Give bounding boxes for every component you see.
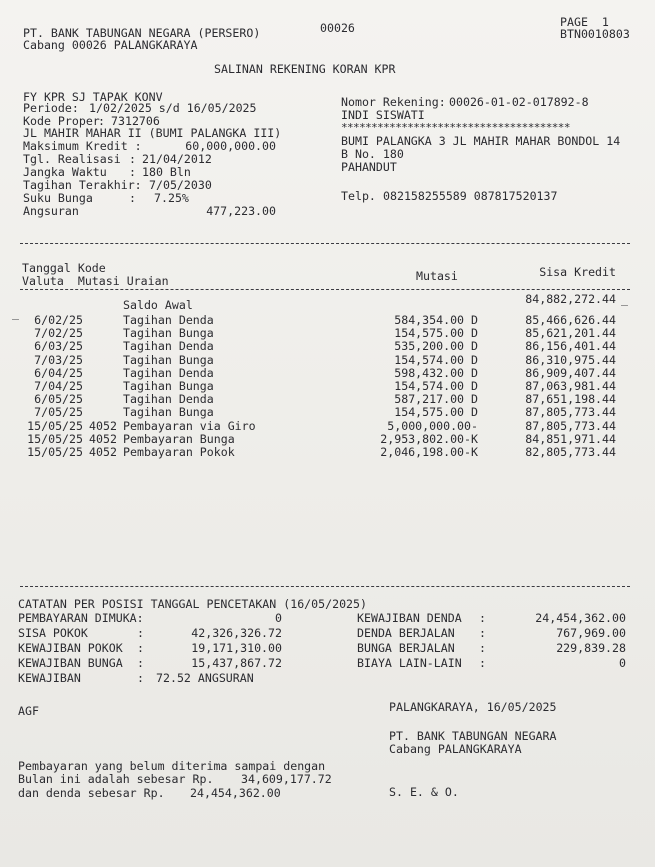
row-mutasi: 154,575.00 D (394, 405, 478, 419)
kode-proper-label: Kode Proper (23, 114, 100, 128)
kewajiban-denda-value: 24,454,362.00 (535, 611, 626, 625)
kewajiban-pokok-value: 19,171,310.00 (191, 641, 282, 655)
row-sisa-kredit: 85,466,626.44 (525, 313, 616, 327)
product-name: FY KPR SJ TAPAK KONV (23, 90, 163, 104)
row-date: 6/03/25 (34, 339, 83, 353)
row-sisa-kredit: 82,805,773.44 (525, 445, 616, 459)
biaya-lain-value: 0 (619, 656, 626, 670)
col-sisa-kredit: Sisa Kredit (539, 265, 616, 279)
account-holder-name: INDI SISWATI (341, 108, 425, 122)
row-date: 15/05/25 (27, 432, 83, 446)
row-date: 15/05/25 (27, 445, 83, 459)
kewajiban-sep: : (137, 671, 144, 685)
telp-value: 082158255589 087817520137 (383, 189, 558, 203)
divider-header (20, 289, 630, 290)
row-description: Pembayaran Pokok (123, 445, 235, 459)
kewajiban-bunga-value: 15,437,867.72 (191, 656, 282, 670)
row-sisa-kredit: 87,805,773.44 (525, 405, 616, 419)
row-mutasi: 598,432.00 D (394, 366, 478, 380)
row-sisa-kredit: 87,805,773.44 (525, 419, 616, 433)
row-date: 7/05/25 (34, 405, 83, 419)
note-line-3-value: 24,454,362.00 (190, 786, 281, 800)
row-sisa-kredit: 87,651,198.44 (525, 392, 616, 406)
bunga-berjalan-label: BUNGA BERJALAN (357, 641, 455, 655)
doc-title: SALINAN REKENING KORAN KPR (214, 62, 396, 76)
row-sisa-kredit: 86,310,975.44 (525, 353, 616, 367)
kewajiban-pokok-label: KEWAJIBAN POKOK (18, 641, 123, 655)
nomor-rekening-value: 00026-01-02-017892-8 (449, 95, 589, 109)
kode-proper-sep: : (98, 114, 105, 128)
maks-kredit-value: 60,000,000.00 (185, 139, 276, 153)
tick-mark-left: _ (12, 306, 19, 320)
row-description: Tagihan Denda (123, 339, 214, 353)
pembayaran-dimuka-value: 0 (275, 611, 282, 625)
row-sisa-kredit: 85,621,201.44 (525, 326, 616, 340)
sisa-pokok-sep: : (137, 626, 144, 640)
holder-address-2: B No. 180 (341, 147, 404, 161)
bank-name: PT. BANK TABUNGAN NEGARA (PERSERO) (23, 26, 261, 40)
maks-kredit-label: Maksimum Kredit : (23, 139, 142, 153)
suku-bunga-sep: : (129, 191, 136, 205)
table-row (0, 340, 655, 353)
row-mutasi: 2,046,198.00-K (380, 445, 478, 459)
row-date: 7/02/25 (34, 326, 83, 340)
row-date: 6/02/25 (34, 313, 83, 327)
note-line-2-prefix: Bulan ini adalah sebesar Rp. (18, 772, 214, 786)
kewajiban-bunga-label: KEWAJIBAN BUNGA (18, 656, 123, 670)
row-description: Tagihan Denda (123, 366, 214, 380)
denda-berjalan-label: DENDA BERJALAN (357, 626, 455, 640)
row-mutasi: 5,000,000.00- (387, 419, 478, 433)
row-description: Pembayaran via Giro (123, 419, 256, 433)
col-tanggal: Tanggal Kode (22, 261, 106, 275)
tgl-realisasi-value: 21/04/2012 (142, 152, 212, 166)
divider-summary (20, 586, 630, 587)
property-address: JL MAHIR MAHAR II (BUMI PALANGKA III) (23, 126, 282, 140)
agf-code: AGF (18, 704, 39, 718)
row-mutasi: 535,200.00 D (394, 339, 478, 353)
bunga-berjalan-value: 229,839.28 (556, 641, 626, 655)
denda-berjalan-value: 767,969.00 (556, 626, 626, 640)
row-mutasi: 154,574.00 D (394, 353, 478, 367)
row-code: 4052 (89, 419, 117, 433)
tgl-realisasi-sep: : (129, 152, 136, 166)
kewajiban-label: KEWAJIBAN (18, 671, 81, 685)
note-line-2-value: 34,609,177.72 (241, 772, 332, 786)
row-date: 15/05/25 (27, 419, 83, 433)
note-line-3-prefix: dan denda sebesar Rp. (18, 786, 165, 800)
row-description: Tagihan Bunga (123, 379, 214, 393)
page-label: PAGE 1 (560, 15, 609, 29)
suku-bunga-label: Suku Bunga (23, 191, 93, 205)
denda-berjalan-sep: : (479, 626, 486, 640)
row-mutasi: 587,217.00 D (394, 392, 478, 406)
row-sisa-kredit: 84,851,971.44 (525, 432, 616, 446)
row-description: Pembayaran Bunga (123, 432, 235, 446)
kewajiban-bunga-sep: : (137, 656, 144, 670)
row-description: Tagihan Bunga (123, 405, 214, 419)
note-line-1: Pembayaran yang belum diterima sampai dengan (18, 759, 326, 773)
row-date: 6/05/25 (34, 392, 83, 406)
telp-label: Telp. (341, 189, 376, 203)
kewajiban-pokok-sep: : (137, 641, 144, 655)
tagihan-terakhir-value: 7/05/2030 (149, 178, 212, 192)
tagihan-terakhir-label: Tagihan Terakhir: (23, 178, 142, 192)
row-mutasi: 2,953,802.00-K (380, 432, 478, 446)
stars-line: ************************************** (341, 121, 570, 134)
angsuran-label: Angsuran (23, 204, 79, 218)
kode-proper-value: 7312706 (111, 114, 160, 128)
jangka-waktu-value: 180 Bln (142, 165, 191, 179)
bunga-berjalan-sep: : (479, 641, 486, 655)
row-description: Tagihan Bunga (123, 353, 214, 367)
divider-top (20, 243, 630, 244)
branch-name: Cabang 00026 PALANGKARAYA (23, 38, 198, 52)
holder-address-1: BUMI PALANGKA 3 JL MAHIR MAHAR BONDOL 14 (341, 134, 621, 148)
nomor-rekening-label: Nomor Rekening: (341, 95, 446, 109)
row-sisa-kredit: 86,156,401.44 (525, 339, 616, 353)
pembayaran-dimuka-label: PEMBAYARAN DIMUKA: (18, 611, 144, 625)
signer-bank: PT. BANK TABUNGAN NEGARA (389, 729, 557, 743)
saldo-awal-value: 84,882,272.44 (525, 292, 616, 306)
suku-bunga-value: 7.25% (154, 191, 189, 205)
signer-branch: Cabang PALANGKARAYA (389, 742, 522, 756)
kewajiban-denda-sep: : (479, 611, 486, 625)
row-code: 4052 (89, 432, 117, 446)
row-mutasi: 154,574.00 D (394, 379, 478, 393)
table-row (0, 406, 655, 419)
biaya-lain-label: BIAYA LAIN-LAIN (357, 656, 462, 670)
tgl-realisasi-label: Tgl. Realisasi (23, 152, 121, 166)
row-code: 4052 (89, 445, 117, 459)
angsuran-value: 477,223.00 (206, 204, 276, 218)
row-sisa-kredit: 87,063,981.44 (525, 379, 616, 393)
jangka-waktu-sep: : (129, 165, 136, 179)
periode-label: Periode: (23, 101, 79, 115)
col-mutasi: Mutasi (416, 269, 458, 283)
row-description: Tagihan Denda (123, 392, 214, 406)
row-mutasi: 584,354.00 D (394, 313, 478, 327)
periode-value: 1/02/2025 s/d 16/05/2025 (89, 101, 257, 115)
kewajiban-value: 72.52 ANGSURAN (156, 671, 254, 685)
tick-mark-right: _ (621, 292, 628, 306)
sisa-pokok-value: 42,326,326.72 (191, 626, 282, 640)
row-date: 6/04/25 (34, 366, 83, 380)
kewajiban-denda-label: KEWAJIBAN DENDA (357, 611, 462, 625)
jangka-waktu-label: Jangka Waktu (23, 165, 107, 179)
col-valuta: Valuta Mutasi Uraian (22, 274, 169, 288)
doc-code: BTN0010803 (560, 27, 630, 41)
table-row (0, 446, 655, 459)
row-sisa-kredit: 86,909,407.44 (525, 366, 616, 380)
row-date: 7/04/25 (34, 379, 83, 393)
row-date: 7/03/25 (34, 353, 83, 367)
sisa-pokok-label: SISA POKOK (18, 626, 88, 640)
place-date: PALANGKARAYA, 16/05/2025 (389, 700, 557, 714)
see-note: S. E. & O. (389, 785, 459, 799)
saldo-awal-label: Saldo Awal (123, 298, 193, 312)
branch-code: 00026 (320, 21, 355, 35)
biaya-lain-sep: : (479, 656, 486, 670)
row-description: Tagihan Denda (123, 313, 214, 327)
row-description: Tagihan Bunga (123, 326, 214, 340)
summary-title: CATATAN PER POSISI TANGGAL PENCETAKAN (16/05/2025) (18, 597, 368, 611)
holder-address-3: PAHANDUT (341, 160, 397, 174)
row-mutasi: 154,575.00 D (394, 326, 478, 340)
